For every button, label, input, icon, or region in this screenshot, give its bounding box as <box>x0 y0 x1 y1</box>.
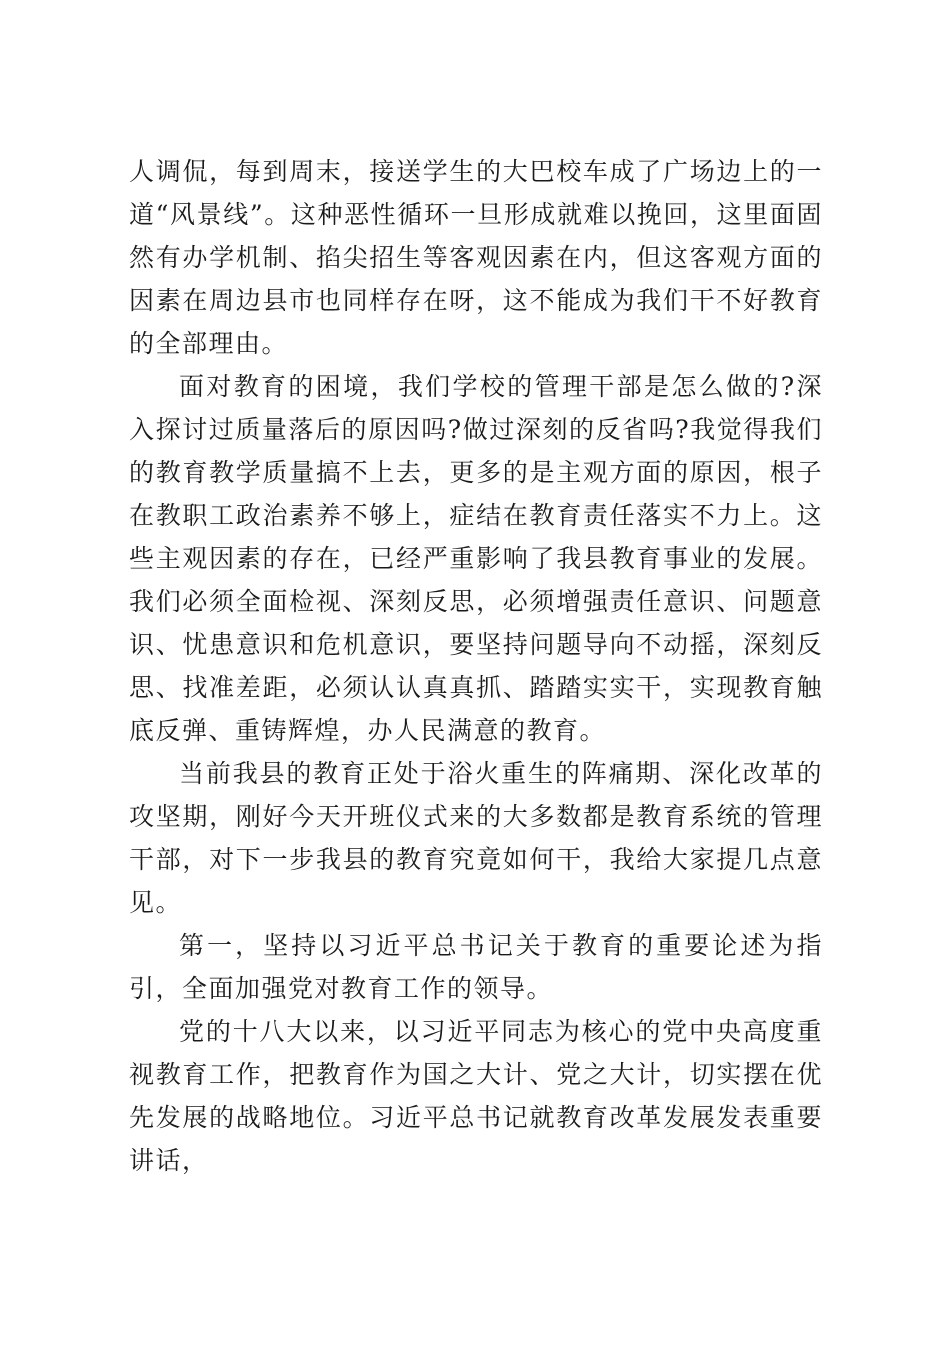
paragraph-2: 面对教育的困境，我们学校的管理干部是怎么做的?深入探讨过质量落后的原因吗?做过深刻的反省吗?我觉得我们的教育教学质量搞不上去，更多的是主观方面的原因，根子在教职工政治素养不够上，症结在教育责任落实不力上。这些主观因素的存在，已经严重影响了我县教育事业的发展。我们必须全面检视、深刻反思，必须增强责任意识、问题意识、忧患意识和危机意识，要坚持问题导向不动摇，深刻反思、找准差距，必须认认真真抓、踏踏实实干，实现教育触底反弹、重铸辉煌，办人民满意的教育。 <box>129 372 823 745</box>
document-body <box>129 150 823 1182</box>
paragraph-4: 第一，坚持以习近平总书记关于教育的重要论述为指引，全面加强党对教育工作的领导。 <box>129 931 823 1003</box>
paragraph-5: 党的十八大以来，以习近平同志为核心的党中央高度重视教育工作，把教育作为国之大计、党之大计，切实摆在优先发展的战略地位。习近平总书记就教育改革发展发表重要讲话， <box>129 1017 823 1175</box>
paragraph-1: 人调侃，每到周末，接送学生的大巴校车成了广场边上的一道“风景线”。这种恶性循环一旦形成就难以挽回，这里面固然有办学机制、掐尖招生等客观因素在内，但这客观方面的因素在周边县市也同样存在呀，这不能成为我们干不好教育的全部理由。 <box>129 157 823 358</box>
paragraph-3: 当前我县的教育正处于浴火重生的阵痛期、深化改革的攻坚期，刚好今天开班仪式来的大多数都是教育系统的管理干部，对下一步我县的教育究竟如何干，我给大家提几点意见。 <box>129 759 823 917</box>
